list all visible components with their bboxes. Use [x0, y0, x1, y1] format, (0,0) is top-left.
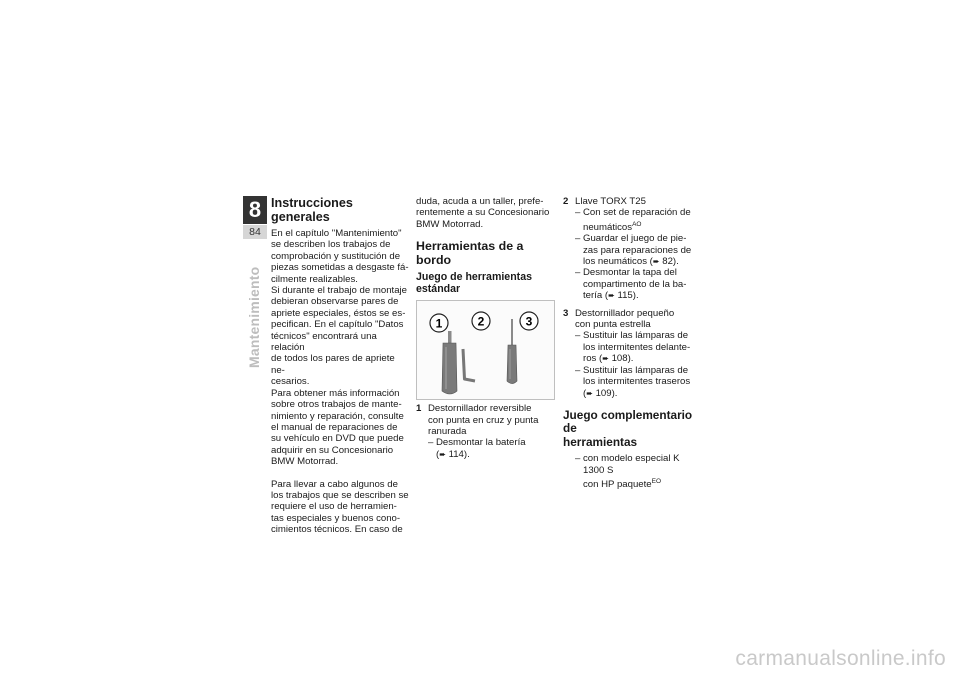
- subheading-standard-toolkit: Juego de herramientas estándar: [416, 271, 532, 296]
- sub-item: – Desmontar la batería (➨ 114).: [428, 437, 526, 460]
- item-number: 1: [416, 403, 422, 415]
- item-text: Destornillador pequeño con punta estrella: [575, 307, 675, 331]
- section-heading-general: Instrucciones generales: [271, 196, 353, 224]
- page-ref[interactable]: 109).: [595, 387, 618, 399]
- sub-item: – Desmontar la tapa del compartimento de la ba- tería (➨ 115).: [575, 267, 687, 302]
- column-2: [416, 196, 556, 460]
- figure-label-3: 3: [525, 314, 533, 329]
- figure-label-2: 2: [477, 314, 485, 329]
- arrow-right-icon: ➨: [652, 257, 660, 267]
- list-item: [563, 196, 703, 207]
- column-3: [563, 196, 703, 491]
- paragraph: Si durante el trabajo de montaje debieran observarse pares de apriete especiales, éstos se es- pecifican. En el capítulo "Datos técnicos" encontrará una relación de todos los pares de apriete ne- cesarios.: [271, 285, 407, 388]
- list-item: [563, 308, 703, 331]
- paragraph-continued: duda, acuda a un taller, prefe- rentemente a su Concesionario BMW Motorrad.: [416, 196, 550, 230]
- sub-item: – Sustituir las lámparas de los intermitentes traseros (➨ 109).: [575, 364, 691, 399]
- toolkit-figure: [416, 300, 555, 400]
- item-number: 3: [563, 307, 569, 319]
- paragraph: Para llevar a cabo algunos de los trabajos que se describen se requiere el uso de herramien- tas especiales y buenos cono- cimientos técnicos. En caso de: [271, 478, 409, 536]
- page-ref[interactable]: 115).: [617, 290, 639, 302]
- section-side-title-text: Mantenimiento: [246, 266, 262, 368]
- paragraph: En el capítulo "Mantenimiento" se describen los trabajos de comprobación y sustitución de piezas sometidas a desgaste fá- cilmente realizables.: [271, 228, 409, 285]
- sub-item-text: Guardar el juego de pie- zas para reparaciones de los neumáticos: [583, 233, 692, 268]
- sub-item: – Guardar el juego de pie- zas para reparaciones de los neumáticos (➨ 82).: [575, 233, 692, 268]
- section-heading-onboard-tools: Herramientas de a bordo: [416, 239, 524, 267]
- sub-item: – Sustituir las lámparas de los intermitentes delante- ros (➨ 108).: [575, 330, 691, 365]
- item-number: 2: [563, 196, 569, 207]
- sub-item-text: Sustituir las lámparas de los intermitentes delante- ros: [583, 330, 691, 365]
- sub-item-text: Desmontar la tapa del compartimento de la ba- tería: [583, 267, 687, 302]
- page-ref[interactable]: 108).: [611, 353, 634, 365]
- paragraph: Para obtener más información sobre otros trabajos de mante- nimiento y reparación, consulte el manual de reparaciones de su vehículo en DVD que puede adquirir en su Concesionario BMW Motorrad.: [271, 387, 404, 468]
- page-number: 84: [243, 225, 267, 239]
- superscript-code: EO: [651, 478, 662, 486]
- section-heading-supplementary-tools: Juego complementario de herramientas: [563, 407, 693, 449]
- superscript-code: AO: [632, 220, 642, 228]
- arrow-right-icon: ➨: [608, 291, 615, 301]
- sub-item-text: Con set de reparación de neumáticos: [583, 207, 691, 233]
- arrow-right-icon: ➨: [602, 354, 609, 364]
- item-text: Destornillador reversible con punta en cruz y punta ranurada: [428, 403, 539, 438]
- page-ref[interactable]: 114).: [448, 448, 470, 460]
- sub-item-text: Sustituir las lámparas de los intermitentes traseros: [583, 364, 691, 388]
- list-item: [416, 403, 556, 437]
- toolkit-illustration: [417, 301, 554, 399]
- column-1: [271, 196, 411, 536]
- page-ref[interactable]: 82).: [662, 256, 679, 268]
- arrow-right-icon: ➨: [586, 388, 593, 398]
- figure-label-1: 1: [435, 316, 443, 331]
- watermark: carmanualsonline.info: [735, 647, 946, 670]
- sub-item: – con modelo especial K 1300 S con HP paquete$^{EO}$: [575, 453, 680, 491]
- sub-item-text: Desmontar la batería: [436, 437, 526, 449]
- sub-item: – Con set de reparación de neumáticos$^{AO}$: [575, 207, 691, 233]
- item-text: Llave TORX T25: [575, 196, 646, 207]
- chapter-number: 8: [243, 196, 267, 224]
- arrow-right-icon: ➨: [439, 449, 446, 459]
- sub-item-text: con modelo especial K 1300 S con HP paquete: [583, 453, 680, 491]
